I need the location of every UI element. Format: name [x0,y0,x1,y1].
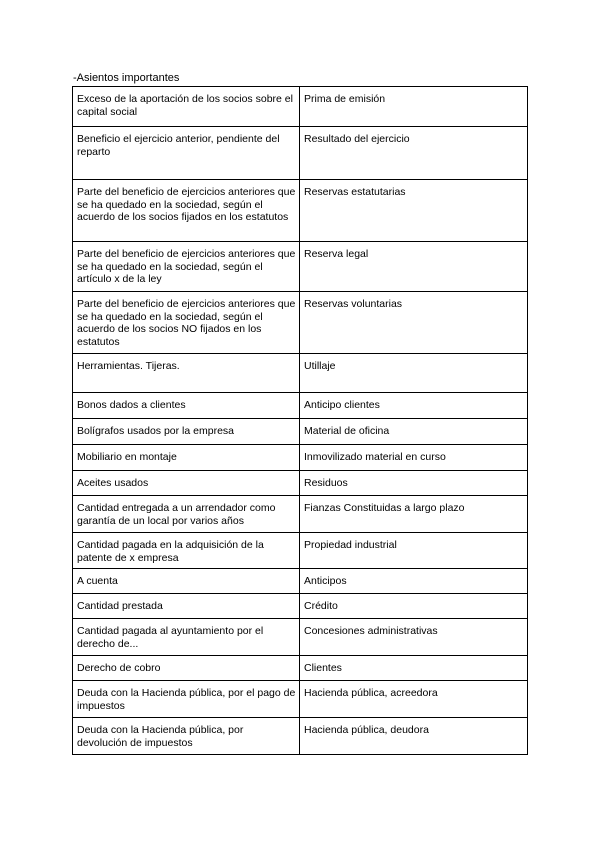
entry-description: A cuenta [73,569,300,594]
entry-description: Bolígrafos usados por la empresa [73,419,300,445]
entry-description: Deuda con la Hacienda pública, por el pago de impuestos [73,681,300,718]
table-row [73,87,528,127]
table-row [73,354,528,393]
table-row [73,242,528,292]
table-row [73,533,528,569]
table-row [73,127,528,180]
entry-description: Cantidad entregada a un arrendador como garantía de un local por varios años [73,496,300,533]
entry-account: Reservas estatutarias [300,180,528,242]
entry-account: Crédito [300,594,528,619]
table-row [73,471,528,496]
table-row [73,180,528,242]
entry-account: Hacienda pública, acreedora [300,681,528,718]
entry-description: Aceites usados [73,471,300,496]
entry-description: Cantidad pagada al ayuntamiento por el derecho de... [73,619,300,656]
entry-account: Fianzas Constituidas a largo plazo [300,496,528,533]
entry-description: Derecho de cobro [73,656,300,681]
entry-account: Resultado del ejercicio [300,127,528,180]
table-row [73,569,528,594]
entry-description: Cantidad prestada [73,594,300,619]
entry-account: Material de oficina [300,419,528,445]
entry-account: Clientes [300,656,528,681]
entry-account: Anticipos [300,569,528,594]
entry-description: Bonos dados a clientes [73,393,300,419]
table-row [73,445,528,471]
entry-description: Deuda con la Hacienda pública, por devolución de impuestos [73,718,300,755]
table-row [73,496,528,533]
table-row [73,393,528,419]
table-row [73,292,528,354]
entry-description: Mobiliario en montaje [73,445,300,471]
table-row [73,718,528,755]
table-row [73,594,528,619]
entry-account: Inmovilizado material en curso [300,445,528,471]
entry-description: Parte del beneficio de ejercicios anteriores que se ha quedado en la sociedad, según el acuerdo de los socios NO fijados en los estatutos [73,292,300,354]
entry-account: Residuos [300,471,528,496]
entry-account: Prima de emisión [300,87,528,127]
entry-account: Hacienda pública, deudora [300,718,528,755]
table-row [73,681,528,718]
entry-description: Parte del beneficio de ejercicios anteriores que se ha quedado en la sociedad, según el artículo x de la ley [73,242,300,292]
entry-account: Concesiones administrativas [300,619,528,656]
section-heading: -Asientos importantes [73,72,180,84]
table-row [73,656,528,681]
table-row [73,619,528,656]
entry-description: Parte del beneficio de ejercicios anteriores que se ha quedado en la sociedad, según el acuerdo de los socios fijados en los estatutos [73,180,300,242]
entry-description: Beneficio el ejercicio anterior, pendiente del reparto [73,127,300,180]
entry-description: Herramientas. Tijeras. [73,354,300,393]
entry-account: Reservas voluntarias [300,292,528,354]
accounting-entries-table [72,86,528,755]
table-row [73,419,528,445]
entry-account: Anticipo clientes [300,393,528,419]
entry-description: Cantidad pagada en la adquisición de la patente de x empresa [73,533,300,569]
entry-account: Utillaje [300,354,528,393]
entry-account: Reserva legal [300,242,528,292]
entry-description: Exceso de la aportación de los socios sobre el capital social [73,87,300,127]
entry-account: Propiedad industrial [300,533,528,569]
